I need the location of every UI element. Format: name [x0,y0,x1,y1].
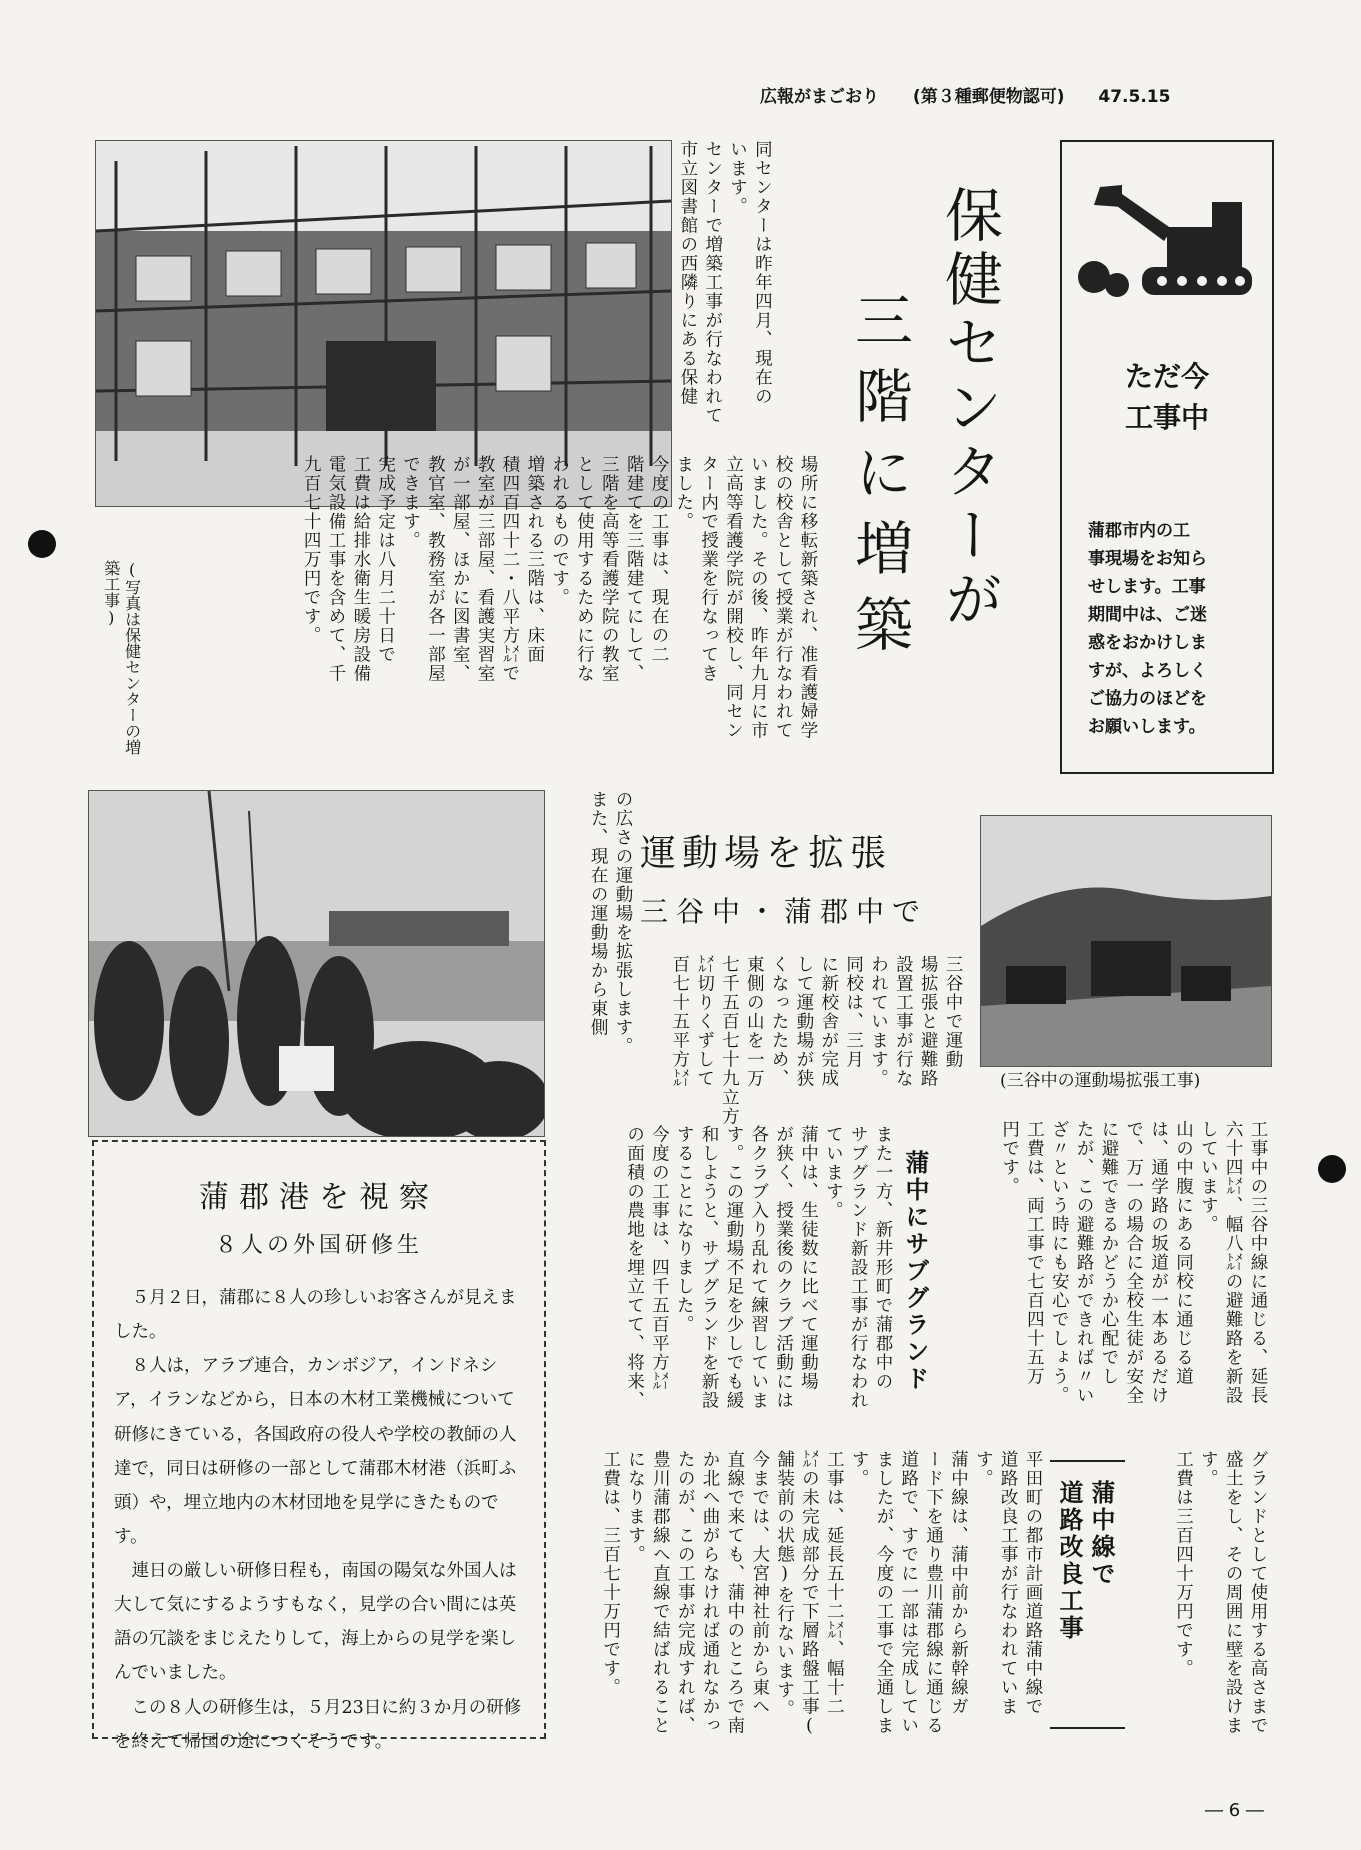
text-column: また一方、新井形町で蒲郡中の [873,1125,893,1391]
text-column: 設置工事が行な [893,955,914,1088]
text-column: たが、この避難路ができれば〃い [1074,1120,1095,1405]
harbor-visit-photo [88,790,545,1137]
article-body [114,1281,524,1759]
section-heading: 蒲中線で [1087,1480,1115,1588]
text-column: 立高等看護学院が開校し、同セン [723,455,744,740]
text-column: 円です。 [999,1120,1020,1196]
text-column: 工費は三百四十万円です。 [1173,1450,1194,1678]
notice-line: 惑をおかけしま [1088,633,1207,654]
text-column: になります。 [625,1450,646,1564]
text-column: 七千五百七十九立方 [719,955,740,1126]
text-column: 東側の山を一万 [744,955,765,1088]
article-body-right [940,1120,1270,1445]
text-column: 階建てを三階建てにして、 [624,455,645,683]
paragraph: この８人の研修生は，５月23日に約３か月の研修を終えて帰国の途につくそうです。 [114,1697,522,1752]
notice-line: せします。工事 [1088,577,1206,598]
text-column: いました。その後、昨年九月に市 [748,455,769,740]
text-column: くなったため、 [769,955,790,1088]
paragraph: ８人は，アラブ連合，カンボジア，インドネシア，イランなどから，日本の木材工業機械について研修にきている，各国政府の役人や学校の教師の人達で，同日は研修の一部として蒲郡木材港（浜町ふ頭）や，埋立地内の木材団地を見学にきたものです。 [114,1356,517,1547]
text-column: す。この運動場不足を少しでも緩 [723,1125,744,1410]
text-column: われています。 [868,955,889,1088]
notice-line: 蒲郡市内の工 [1088,521,1190,541]
article-title: 運動場を拡張 [640,833,893,874]
photo-caption: (三谷中の運動場拡張工事) [1000,1071,1201,1091]
text-column: 豊川蒲郡線へ直線で結ばれること [650,1450,671,1735]
text-column: います。 [727,140,748,216]
excavator-icon [1072,157,1262,307]
text-column: ましたが、今度の工事で全通しま [873,1450,894,1735]
text-column: か北へ曲がらなければ通れなかっ [700,1450,721,1735]
article-body-upper [675,140,774,435]
text-column: 工費は、両工事で七百四十五万 [1024,1120,1045,1386]
photo-caption: (写真は保健センターの増築工事) [101,560,142,755]
text-column: 積四百四十二・八平方㍍で [499,455,520,683]
text-column: ざ〃という時にも安心でしょう。 [1049,1120,1070,1405]
text-column: が一部屋、ほかに図書室、 [450,455,471,683]
text-column: 教室が三部屋、看護実習室 [475,455,496,683]
text-column: ㍍切りくずして [694,955,715,1088]
text-column: 今までは、大宮神社前から東へ [749,1450,770,1716]
notice-title-line: ただ今 [1124,360,1209,393]
article-body-side [545,790,635,1145]
text-column: 電気設備工事を含めて、千 [325,455,346,683]
article-title: 保健センターが [935,185,1003,633]
text-column: また、現在の運動場から東側 [588,790,609,1037]
text-column: 工事は、延長五十二㍍、幅十二 [824,1450,845,1716]
section-heading: 道路改良工事 [1055,1480,1083,1642]
text-column: す。 [849,1450,870,1488]
text-column: することになりました。 [674,1125,695,1334]
text-column: 工費は、三百七十万円です。 [600,1450,621,1697]
article-title: 蒲郡港を視察 [199,1180,439,1215]
text-column: ㍍の未完成部分で下層路盤工事( [799,1450,820,1738]
text-column: 今度の工事は、四千五百平方㍍ [649,1125,670,1391]
notice-line: 事現場をお知ら [1088,549,1207,570]
text-column: 舗装前の状態)を行ないます。 [774,1450,795,1719]
text-column: 同校は、三月 [843,955,864,1069]
paragraph: ５月２日，蒲郡に８人の珍しいお客さんが見えました。 [114,1288,517,1343]
notice-line: お願いします。 [1088,717,1206,738]
article-body [560,1450,1045,1750]
notice-line: 期間中は、ご迷 [1088,605,1207,626]
text-column: 山の中腹にある同校に通じる道 [1173,1120,1194,1386]
text-column: 各クラブ入り乱れて練習していま [748,1125,769,1410]
text-column: 増築される三階は、床面 [524,455,545,664]
binder-hole [28,530,56,558]
text-column: 和しようと、サブグランドを新設 [699,1125,720,1410]
health-center-photo [95,140,672,507]
text-column: グランドとして使用する高さまで [1248,1450,1268,1735]
text-column: 百七十五平方㍍ [669,955,690,1088]
text-column: ード下を通り豊川蒲郡線に通じる [923,1450,944,1735]
text-column: サブグランド新設工事が行なわれ [848,1125,869,1410]
text-column: センターで増築工事が行なわれて [702,140,723,425]
text-column: 道路改良工事が行なわれています。 [973,1450,1019,1716]
notice-title [1062,357,1272,438]
text-column: 盛土をし、その周囲に壁を設けま [1223,1450,1244,1735]
page-header [760,82,1280,107]
text-column: の面積の農地を埋立てて、将来、 [624,1125,645,1410]
construction-notice-box [1060,140,1274,774]
publication-name: 広報がまごおり [760,87,879,107]
text-column: 道路で、すでに一部は完成してい [898,1450,919,1735]
notice-title-line: 工事中 [1124,400,1209,434]
text-column: たのが、この工事が完成すれば、 [675,1450,696,1735]
text-column: して運動場が狭 [793,955,814,1088]
text-column: できます。 [400,455,421,550]
text-column: 完成予定は八月二十日で [375,455,396,664]
article-continuation [1130,1450,1270,1750]
text-column: す。 [1198,1450,1219,1488]
text-column: として使用するために行な [574,455,595,683]
text-column: 工費は給排水衛生暖房設備 [350,455,371,683]
text-column: 平田町の都市計画道路蒲中線で [1023,1450,1043,1716]
text-column: ター内で授業を行なってき [698,455,719,683]
section-heading: 蒲中にサブグランド [901,1150,929,1393]
text-column: 直線で来ても、蒲中のところで南 [724,1450,745,1735]
text-column: 今度の工事は、現在の二 [648,455,669,664]
text-column: われるものです。 [549,455,570,607]
text-column: 六十四㍍、幅八㍍の避難路を新設 [1223,1120,1244,1405]
text-column: ました。 [673,455,694,531]
article-title: 三階に増築 [845,290,913,670]
text-column: に避難できるかどうか心配でし [1098,1120,1119,1386]
text-column: の広さの運動場を拡張します。 [613,790,633,1056]
article-body-lower [140,455,820,790]
text-column: 教官室、教務室が各一部屋 [425,455,446,683]
page-number: ― 6 ― [1205,1800,1264,1821]
text-column: 同センターは昨年四月、現在の [752,140,773,406]
text-column: 三階を高等看護学院の教室 [599,455,620,683]
text-column: しています。 [1198,1120,1219,1234]
text-column: 校の校舎として授業が行なわれて [773,455,794,740]
article-body-lower [550,1125,895,1425]
text-column: 三谷中で運動 [943,955,963,1069]
text-column: で、万一の場合に全校生徒が安全 [1123,1120,1144,1405]
paragraph: 連日の厳しい研修日程も，南国の陽気な外国人は大して気にするようすもなく，見学の合い間には英語の冗談をまじえたりして，海上からの見学を楽しんでいました。 [114,1561,517,1684]
text-column: 場所に移転新築され、准看護婦学 [798,455,818,740]
text-column: ています。 [823,1125,844,1220]
binder-hole [1318,1155,1346,1183]
text-column: 場拡張と避難路 [918,955,939,1088]
notice-line: すが、よろしく [1088,661,1207,682]
issue-date: 47.5.15 [1098,87,1171,107]
notice-text [1088,517,1263,741]
notice-line: ご協力のほどを [1088,689,1207,710]
section-heading-box [1050,1460,1125,1729]
text-column: 工事中の三谷中線に通じる、延長 [1248,1120,1268,1405]
text-column: に新校舎が完成 [818,955,839,1088]
harbor-visit-box [92,1140,546,1752]
sports-field-photo [980,815,1272,1067]
text-column: 蒲中は、生徒数に比べて運動場 [798,1125,819,1391]
article-subtitle: ８人の外国研修生 [214,1233,423,1258]
postal-permit: (第３種郵便物認可) [912,87,1065,107]
text-column: 市立図書館の西隣りにある保健 [677,140,698,406]
text-column: 蒲中線は、蒲中前から新幹線ガ [948,1450,969,1716]
text-column: は、通学路の坂道が一本あるだけ [1148,1120,1169,1405]
text-column: 九百七十四万円です。 [301,455,322,645]
text-column: が狭く、授業後のクラブ活動には [773,1125,794,1410]
article-subtitle: 三谷中・蒲郡中で [640,895,929,928]
